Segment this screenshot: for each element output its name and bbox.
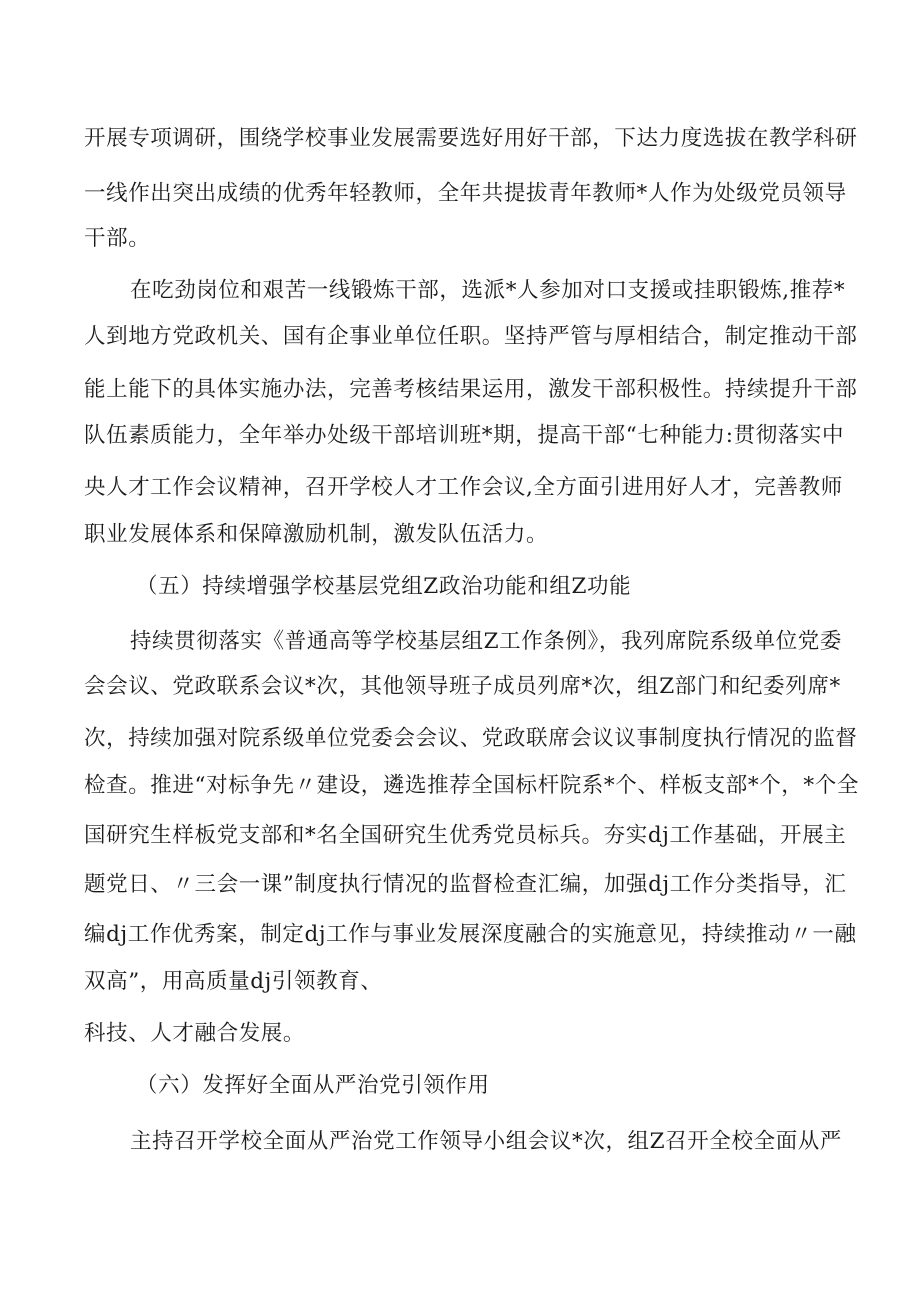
paragraph-line: 开展专项调研，围绕学校事业发展需要选好用好干部，下达力度选拔在教学科研 xyxy=(84,126,858,151)
paragraph-line: 干部。 xyxy=(84,226,151,251)
paragraph-line: 科技、人才融合发展。 xyxy=(84,1021,306,1046)
paragraph-line: 一线作出突出成绩的优秀年轻教师，全年共提拔青年教师*人作为处级党员领导 xyxy=(84,181,847,206)
paragraph-line: 职业发展体系和保障激励机制，激发队伍活力。 xyxy=(84,522,549,547)
paragraph-line: 人到地方党政机关、国有企事业单位任职。坚持严管与厚相结合，制定推动干部 xyxy=(84,324,858,349)
section-heading: （六）发挥好全面从严治党引领作用 xyxy=(136,1073,490,1098)
paragraph-line: 编dj工作优秀案，制定dj工作与事业发展深度融合的实施意见，持续推动〃一融 xyxy=(84,922,857,947)
paragraph-line: 会会议、党政联系会议*次，其他领导班子成员列席*次，组Z部门和纪委列席* xyxy=(84,674,841,699)
paragraph-line: 双高”，用高质量dj引领教育、 xyxy=(84,969,383,994)
paragraph-line: 主持召开学校全面从严治党工作领导小组会议*次，组Z召开全校全面从严 xyxy=(130,1129,842,1154)
paragraph-line: 队伍素质能力，全年举办处级干部培训班*期，提高干部“七种能力:贯彻落实中 xyxy=(84,423,845,448)
paragraph-line: 在吃劲岗位和艰苦一线锻炼干部，选派*人参加对口支援或挂职锻炼,推荐* xyxy=(130,278,846,303)
paragraph-line: 央人才工作会议精神，召开学校人才工作会议,全方面引进用好人才，完善教师 xyxy=(84,475,843,500)
paragraph-line: 国研究生样板党支部和*名全国研究生优秀党员标兵。夯实dj工作基础，开展主 xyxy=(84,823,847,848)
paragraph-line: 次，持续加强对院系级单位党委会会议、党政联席会议议事制度执行情况的监督 xyxy=(84,726,858,751)
paragraph-line: 题党日、〃三会一课”制度执行情况的监督检查汇编，加强dj工作分类指导，汇 xyxy=(84,872,847,897)
paragraph-line: 能上能下的具体实施办法，完善考核结果运用，激发干部积极性。持续提升干部 xyxy=(84,377,858,402)
paragraph-line: 持续贯彻落实《普通高等学校基层组Z工作条例》，我列席院系级单位党委 xyxy=(130,629,842,654)
paragraph-line: 检查。推进“对标争先〃建设，遴选推荐全国标杆院系*个、样板支部*个，*个全 xyxy=(84,773,859,798)
section-heading: （五）持续增强学校基层党组Z政治功能和组Z功能 xyxy=(136,574,632,599)
